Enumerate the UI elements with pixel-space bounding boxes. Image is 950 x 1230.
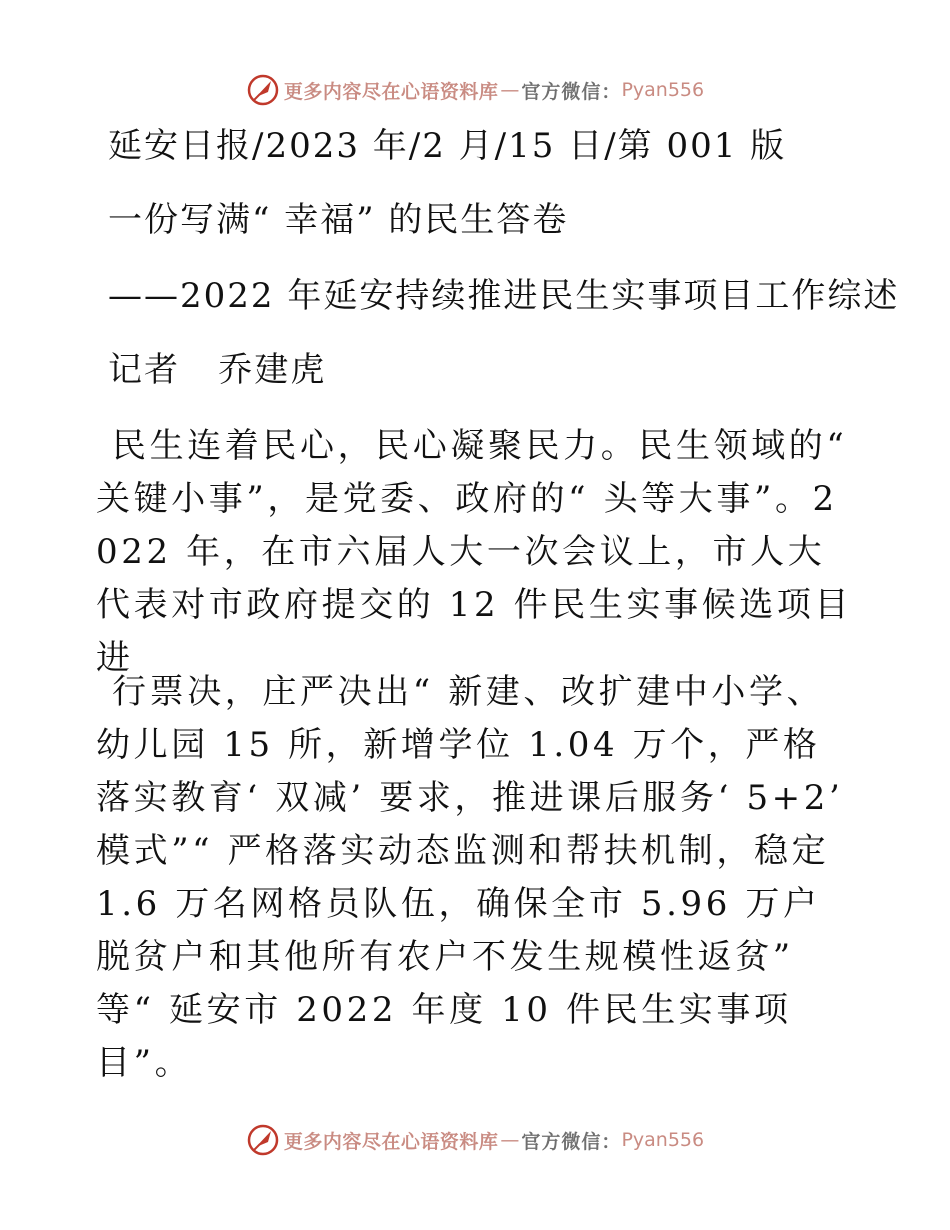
- watermark-bottom: [0, 1120, 950, 1160]
- watermark-text: 更多内容尽在心语资料库: [283, 1130, 499, 1153]
- quill-logo-icon: [246, 73, 280, 107]
- watermark-dash: —: [500, 79, 520, 101]
- subheadline: ——2022 年延安持续推进民生实事项目工作综述: [108, 276, 900, 316]
- watermark-label: 官方微信：: [521, 1130, 622, 1153]
- source-line: 延安日报/2023 年/2 月/15 日/第 001 版: [108, 126, 787, 166]
- body-paragraph-1: 民生连着民心，民心凝聚民力。民生领域的“ 关键小事”，是党委、政府的“ 头等大事”。2022 年，在市六届人大一次会议上，市人大代表对市政府提交的 12 件民生实事候选项目进: [96, 426, 853, 678]
- byline: 记者 乔建虎: [108, 350, 327, 390]
- watermark-label: 官方微信：: [521, 80, 622, 103]
- watermark-dash: —: [500, 1129, 520, 1151]
- watermark-top: [0, 70, 950, 110]
- headline: 一份写满“ 幸福” 的民生答卷: [108, 200, 569, 240]
- quill-logo-icon: [246, 1123, 280, 1157]
- watermark-id: Pyan556: [621, 1129, 705, 1151]
- body-paragraph-2: 行票决，庄严决出“ 新建、改扩建中小学、幼儿园 15 所，新增学位 1.04 万个，严格落实教育‘ 双减’ 要求，推进课后服务‘ 5+2’ 模式”“ 严格落实动态监测和帮扶机制，稳定 1.6 万名网格员队伍，确保全市 5.96 万户脱贫户和其他所有农户不发生规模性返贫” 等“ 延安市 2022 年度 10 件民生实事项目”。: [96, 672, 844, 1083]
- watermark-text: 更多内容尽在心语资料库: [283, 80, 499, 103]
- watermark-id: Pyan556: [621, 79, 705, 101]
